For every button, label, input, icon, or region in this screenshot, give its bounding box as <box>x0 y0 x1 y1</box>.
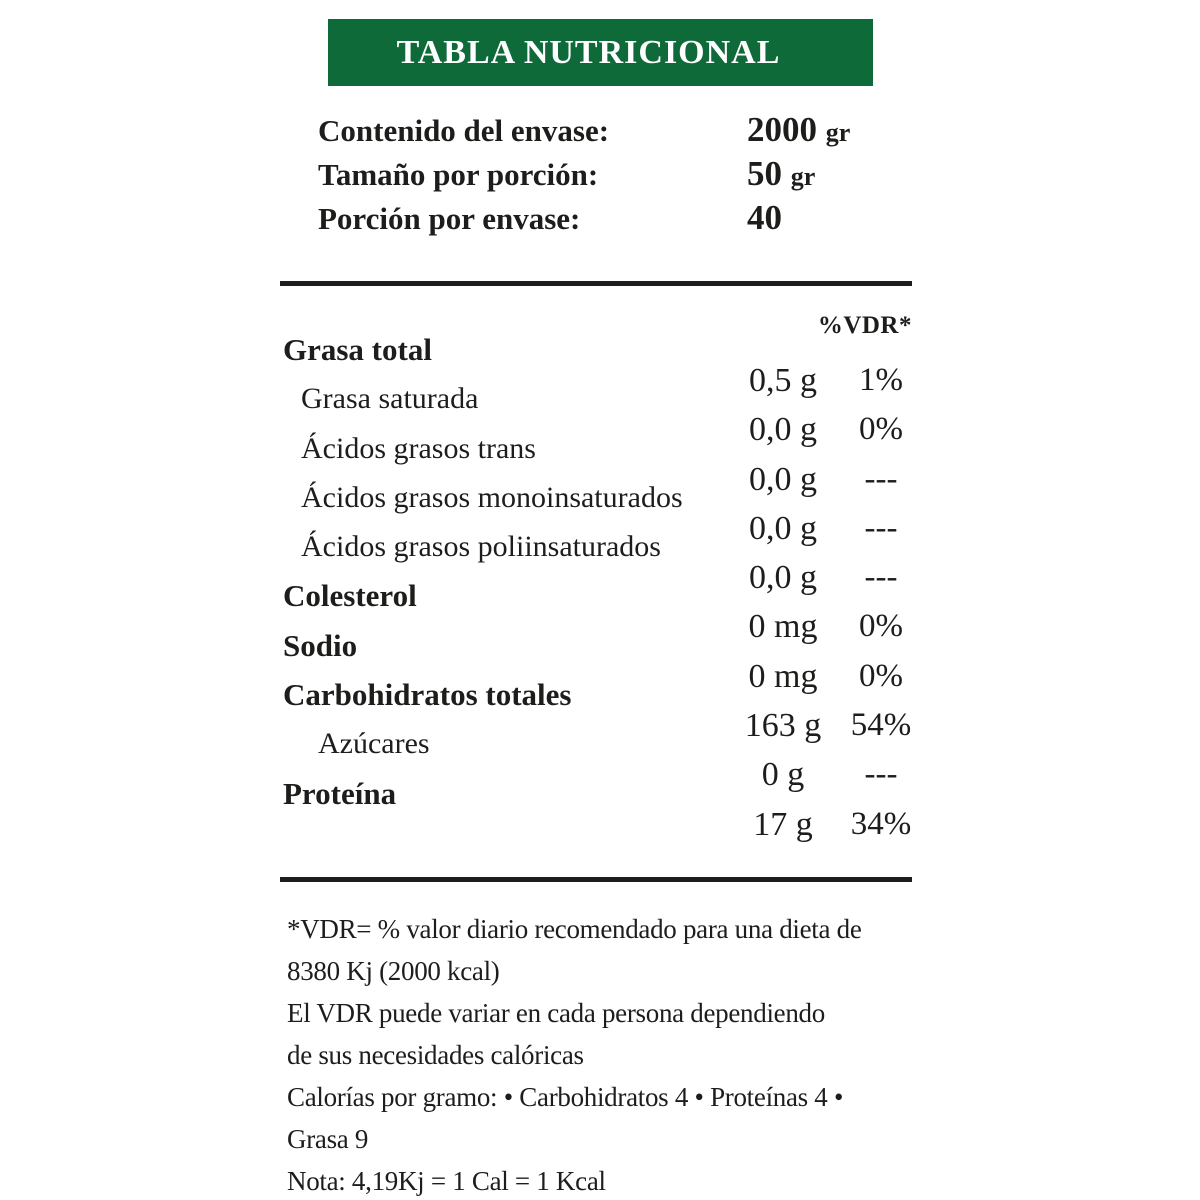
package-content-label: Contenido del envase: <box>318 113 610 148</box>
row-amount: 0,0 g <box>749 460 817 498</box>
row-vdr: 54% <box>850 707 912 744</box>
servings-per-container-label: Porción por envase: <box>318 201 581 236</box>
row-amount: 17 g <box>753 805 813 843</box>
package-content-unit: gr <box>825 118 851 147</box>
serving-size-row <box>318 154 912 198</box>
row-label: Azúcares <box>318 727 430 761</box>
row-label: Grasa saturada <box>301 382 479 416</box>
servings-per-container-number: 40 <box>747 198 782 237</box>
serving-size-number: 50 <box>747 154 782 193</box>
row-vdr: 0% <box>859 608 903 645</box>
divider-top <box>280 281 912 286</box>
package-content-value <box>747 110 850 150</box>
nutrition-table <box>280 332 912 843</box>
row-vdr: 1% <box>859 362 903 398</box>
footnote-kj-conversion: Nota: 4,19Kj = 1 Cal = 1 Kcal <box>287 1166 606 1196</box>
row-label: Carbohidratos totales <box>283 677 572 713</box>
footnotes <box>287 908 927 1200</box>
serving-size-unit: gr <box>790 162 816 191</box>
row-vdr: 34% <box>850 805 912 842</box>
row-label: Grasa total <box>283 332 432 367</box>
row-amount: 0,0 g <box>749 509 817 547</box>
row-amount: 0 g <box>761 756 805 794</box>
servings-per-container-value <box>747 198 782 238</box>
row-vdr: --- <box>864 460 898 497</box>
footnote-calories-per-gram-line1: Calorías por gramo: • Carbohidratos 4 • Proteínas 4 • <box>287 1082 844 1112</box>
row-amount: 0,0 g <box>749 559 817 597</box>
page-title: TABLA NUTRICIONAL <box>396 33 781 71</box>
package-info <box>318 110 912 242</box>
row-vdr: --- <box>864 559 898 596</box>
footnote-vdr-variation-line1: El VDR puede variar en cada persona dependiendo <box>287 998 825 1028</box>
package-content-row <box>318 110 912 154</box>
serving-size-label: Tamaño por porción: <box>318 157 599 192</box>
row-label: Ácidos grasos trans <box>301 431 536 465</box>
row-vdr: --- <box>864 756 898 793</box>
row-amount: 0 mg <box>748 657 818 695</box>
row-vdr: 0% <box>859 411 903 448</box>
row-label: Ácidos grasos poliinsaturados <box>301 530 661 564</box>
footnote-calories-per-gram-line2: Grasa 9 <box>287 1124 369 1154</box>
row-amount: 0,0 g <box>749 411 817 449</box>
serving-size-value <box>747 154 815 194</box>
footnote-vdr-definition-line1: *VDR= % valor diario recomendado para una dieta de <box>287 914 862 944</box>
row-vdr: --- <box>864 509 898 546</box>
servings-per-container-row <box>318 198 912 242</box>
package-content-number: 2000 <box>747 110 817 149</box>
row-amount: 163 g <box>744 707 822 745</box>
footnote-vdr-variation-line2: de sus necesidades calóricas <box>287 1040 584 1070</box>
row-vdr: 0% <box>859 657 903 694</box>
row-label: Sodio <box>283 627 358 663</box>
vdr-column-header: %VDR* <box>817 312 912 339</box>
row-label: Colesterol <box>283 578 417 614</box>
footnote-vdr-definition-line2: 8380 Kj (2000 kcal) <box>287 956 500 986</box>
header-bar <box>328 19 873 86</box>
row-label: Ácidos grasos monoinsaturados <box>301 480 683 514</box>
row-amount: 0 mg <box>748 608 818 646</box>
row-label: Proteína <box>283 775 397 811</box>
row-amount: 0,5 g <box>749 362 817 399</box>
divider-bottom <box>280 877 912 882</box>
